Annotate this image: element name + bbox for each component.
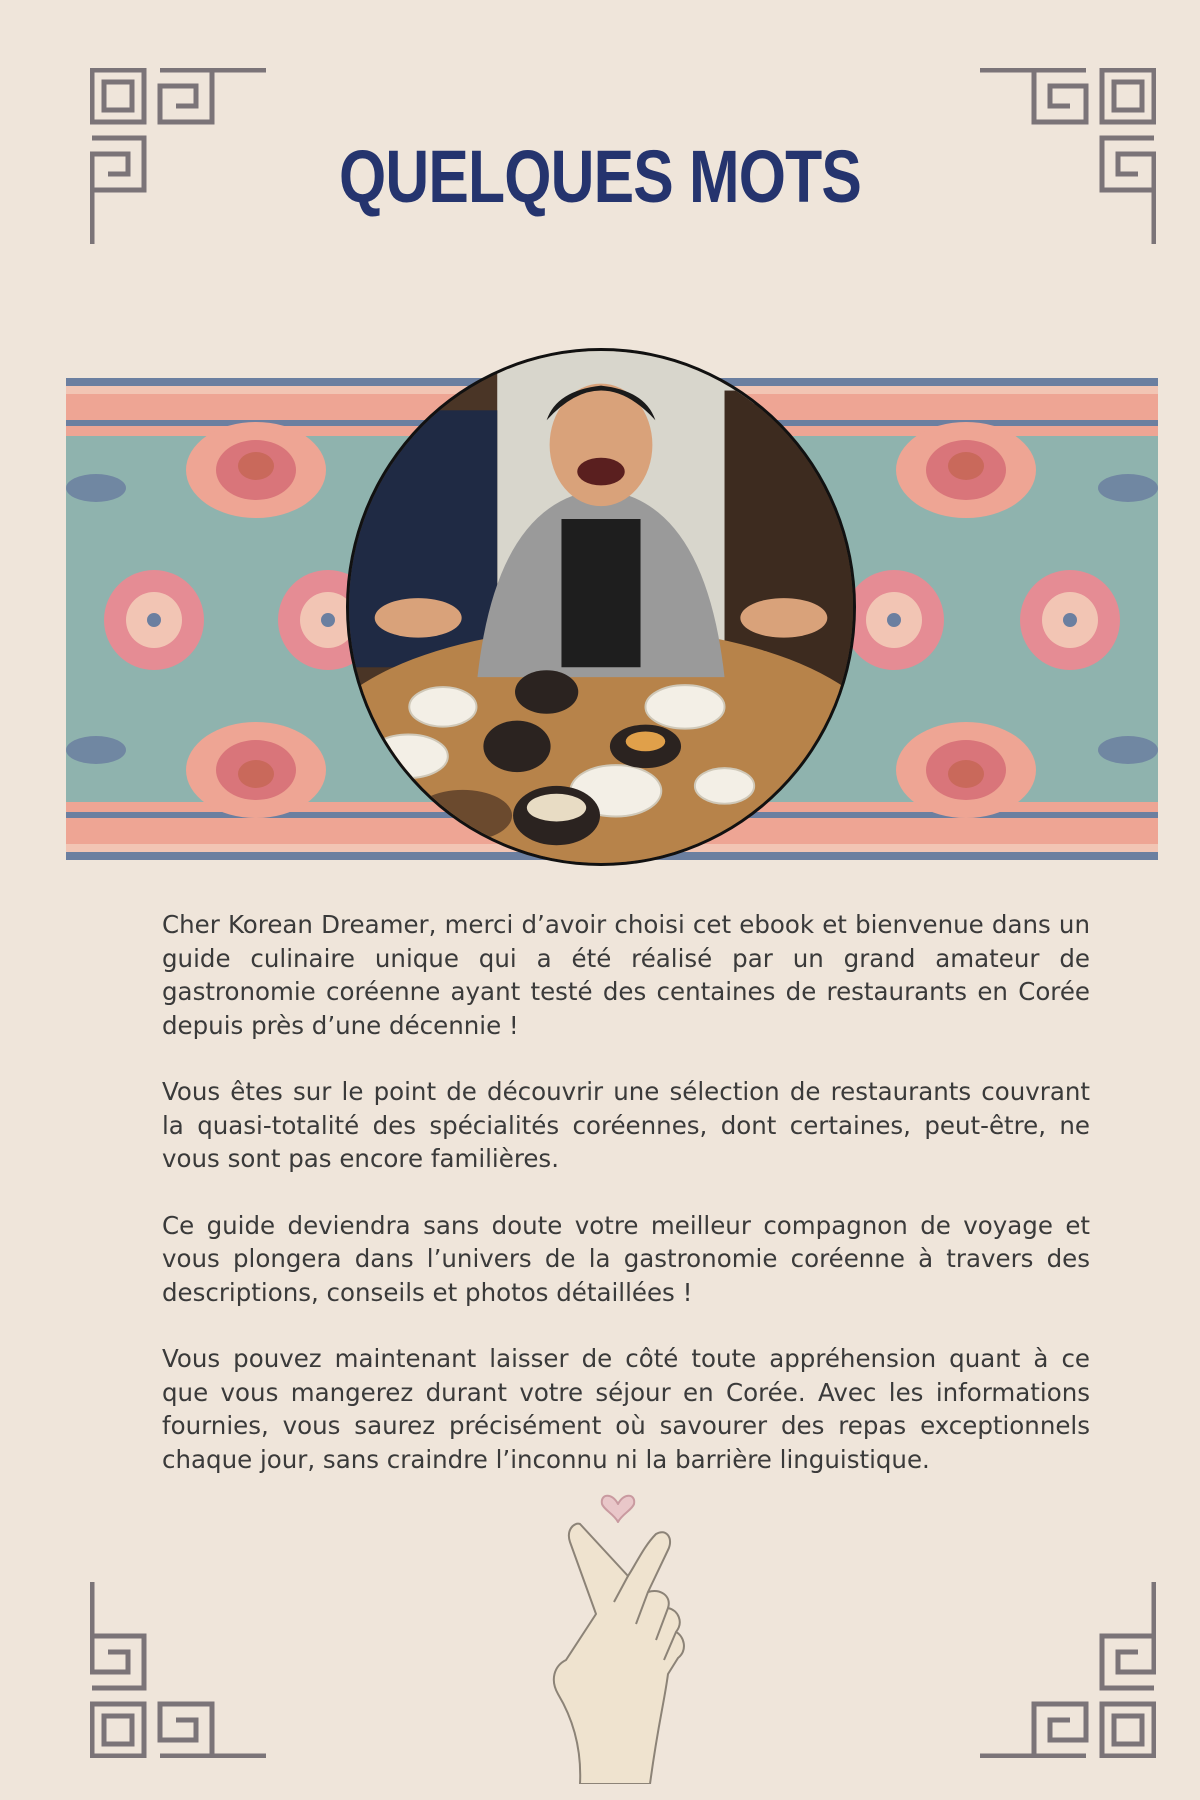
corner-ornament-bottom-right-icon <box>980 1582 1156 1758</box>
paragraph-3: Ce guide deviendra sans doute votre meilleur compagnon de voyage et vous plongera dans l’univers de la gastronomie coréenne à travers des descriptions, conseils et photos détaillées ! <box>162 1210 1090 1307</box>
paragraph-1: Cher Korean Dreamer, merci d’avoir choisi cet ebook et bienvenue dans un guide culinaire unique qui a été réalisé par un grand amateur de gastronomie coréenne ayant testé des centaines de restaurants en Corée depuis près d’une décennie ! <box>162 910 1090 1040</box>
author-portrait-photo <box>346 348 856 866</box>
finger-heart-hand-icon <box>540 1484 710 1784</box>
intro-text <box>162 908 1090 1509</box>
corner-ornament-bottom-left-icon <box>90 1582 266 1758</box>
page-title: QUELQUES MOTS <box>338 135 862 218</box>
paragraph-2: Vous êtes sur le point de découvrir une sélection de restaurants couvrant la quasi-totalité des spécialités coréennes, dont certaines, peut-être, ne vous sont pas encore familières. <box>162 1077 1090 1173</box>
paragraph-4: Vous pouvez maintenant laisser de côté toute appréhension quant à ce que vous mangerez durant votre séjour en Corée. Avec les informations fournies, vous saurez précisément où savourer des repas exceptionnels chaque jour, sans craindre l’inconnu ni la barrière linguistique. <box>162 1344 1090 1474</box>
